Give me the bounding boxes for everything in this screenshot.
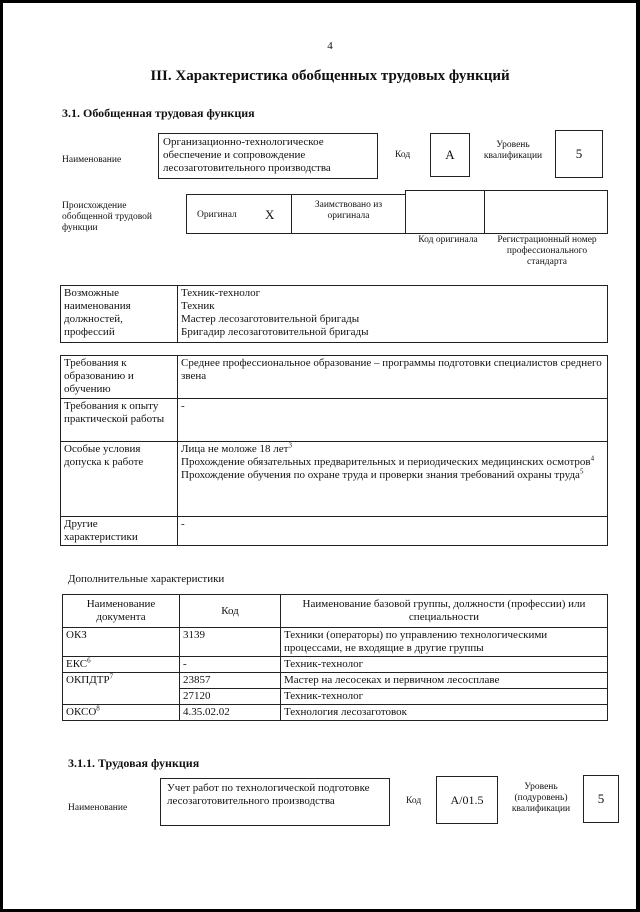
gtf-name-value: Организационно-технологическое обеспечение и сопровождение лесозаготовительного производства [163,136,331,174]
gtf-level-value: 5 [575,146,583,161]
gtf-code-label: Код [395,150,411,160]
condition-item: Прохождение обучения по охране труда и проверки знания требований охраны труда$^5$ [181,467,584,481]
gtf-original-box [186,194,292,234]
tf-code-box [436,776,498,824]
position-item: Техник [181,300,215,312]
gtf-reg-number-box [484,190,608,234]
gtf-original-label: Оригинал [197,210,237,220]
conditions-list [178,442,608,517]
education-value: Среднее профессиональное образование – программы подготовки специалистов среднего звена [178,356,608,399]
gtf-name-label: Наименование [62,155,122,165]
gtf-heading: 3.1. Обобщенная трудовая функция [62,106,255,120]
tf-heading: 3.1.1. Трудовая функция [68,756,200,770]
experience-label: Требования к опыту практической работы [61,399,178,442]
tf-level-label: Уровень (подуровень) квалификации [511,782,571,814]
gtf-level-box [555,130,603,178]
positions-label: Возможные наименования должностей, профессий [61,286,178,343]
scan-edge-top [0,0,640,3]
col-doc-header: Наименование документа [63,595,180,628]
gtf-name-box [158,133,378,179]
other-label: Другие характеристики [61,517,178,546]
gtf-original-mark: Х [265,207,275,222]
table-row: ОКПДТР$^7$ 23857 Мастер на лесосеках и первичном лесосплаве [63,673,608,689]
tf-name-label: Наименование [68,803,128,813]
gtf-borrowed-label: Заимствовано из оригинала [314,200,383,221]
conditions-label: Особые условия допуска к работе [61,442,178,517]
gtf-code-value: А [445,147,455,162]
table-row: ЕКС$^6$ - Техник-технолог [63,657,608,673]
col-code-header: Код [180,595,281,628]
gtf-level-label: Уровень квалификации [483,140,543,161]
requirements-table [60,355,608,546]
table-row: ОКЗ 3139 Техники (операторы) по управлению технологическими процессами, не входящие в другие группы [63,628,608,657]
other-value: - [178,517,608,546]
page-number: 4 [327,40,333,52]
tf-name-value: Учет работ по технологической подготовке лесозаготовительного производства [167,782,370,807]
gtf-origin-label: Происхождение обобщенной трудовой функции [62,201,152,233]
gtf-reg-number-label: Регистрационный номер профессионального стандарта [497,235,597,267]
education-label: Требования к образованию и обучению [61,356,178,399]
additional-table [62,594,608,721]
condition-item: Прохождение обязательных предварительных и периодических медицинских осмотров$^4$ [181,454,595,468]
tf-code-label: Код [406,796,422,806]
table-row: ОКСО$^8$ 4.35.02.02 Технология лесозаготовок [63,705,608,721]
scan-edge-left [0,0,3,912]
position-item: Техник-технолог [181,287,261,299]
col-name-header: Наименование базовой группы, должности (профессии) или специальности [281,595,608,628]
tf-level-value: 5 [597,791,605,806]
condition-item: Лица не моложе 18 лет$^3$ [181,441,292,455]
position-item: Бригадир лесозаготовительной бригады [181,326,369,338]
table-row: 27120 Техник-технолог [63,689,608,705]
positions-table [60,285,608,343]
gtf-code-original-label: Код оригинала [418,235,478,245]
additional-heading: Дополнительные характеристики [68,573,225,585]
positions-list [178,286,608,343]
gtf-borrowed-box [291,194,406,234]
position-item: Мастер лесозаготовительной бригады [181,313,360,325]
scan-edge-right [636,0,640,912]
tf-name-box [160,778,390,826]
gtf-code-original-box [405,190,485,234]
tf-level-box [583,775,619,823]
experience-value: - [178,399,608,442]
section-title: III. Характеристика обобщенных трудовых функций [150,68,510,84]
gtf-code-box [430,133,470,177]
tf-code-value: А/01.5 [450,792,484,807]
